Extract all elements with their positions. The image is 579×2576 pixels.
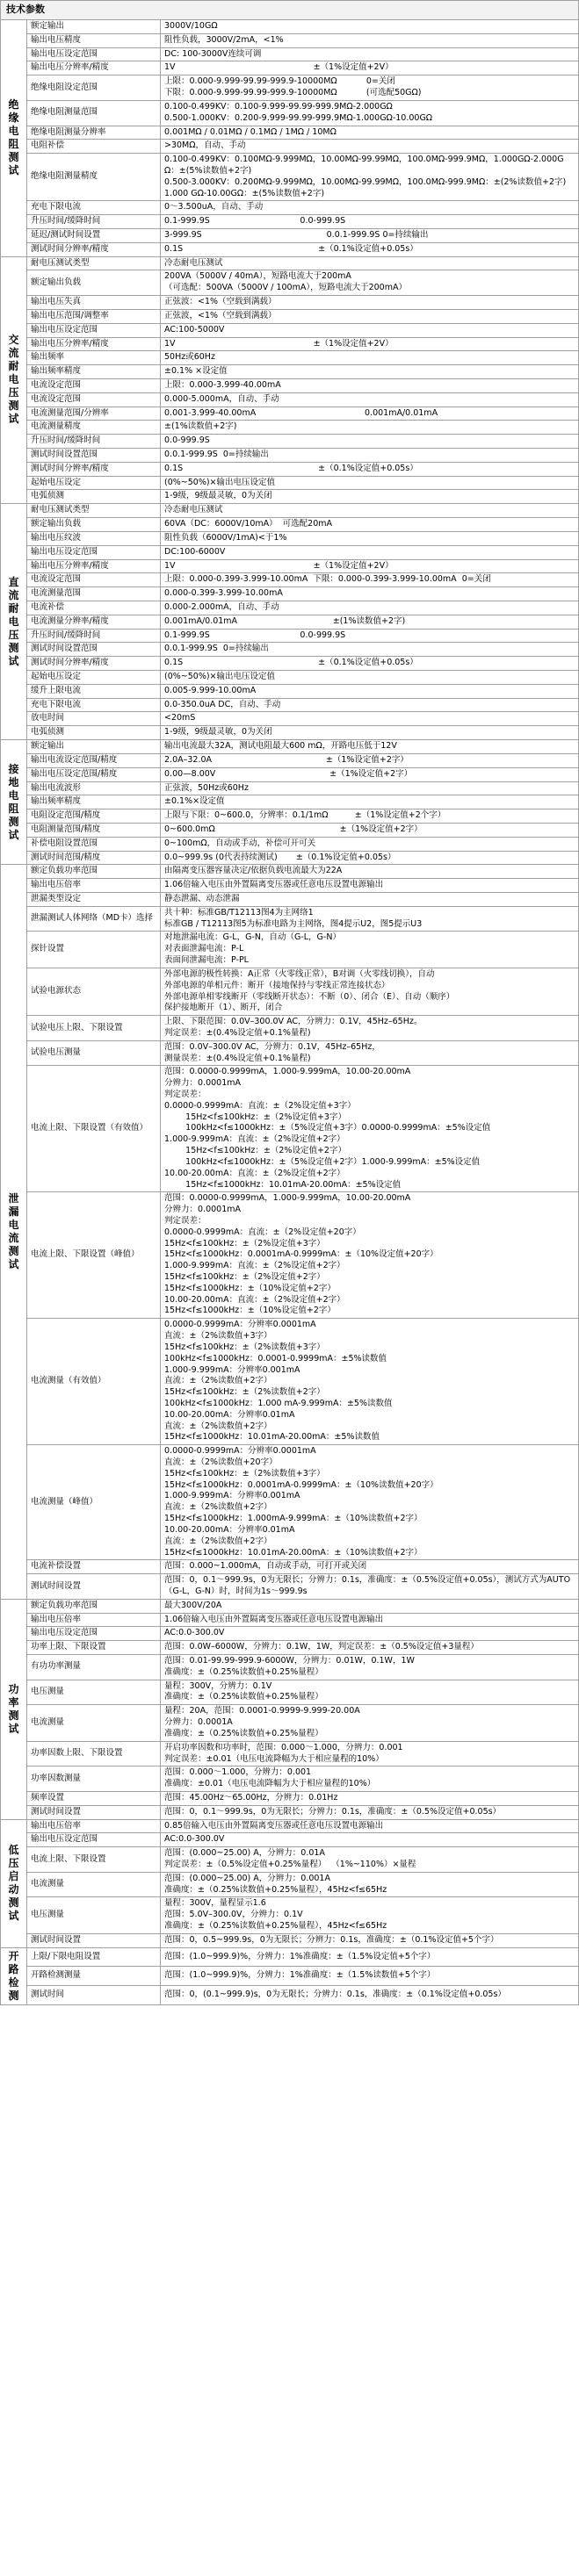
table-row: [1, 809, 579, 824]
table-row: [1, 435, 579, 449]
table-row: [1, 365, 579, 379]
param-label: 电流测量范围: [27, 587, 161, 601]
param-value: 范围：0.0V–300.0V AC，分辨力：0.1V，45Hz–65Hz， 测量误差：±(0.4%设定值+0.1%量程): [161, 1040, 579, 1066]
param-value: 上限：0.000-3.999-40.00mA: [161, 378, 579, 392]
table-row: [1, 1066, 579, 1192]
param-label: 测试时间分辨率/精度: [27, 242, 161, 256]
param-value: 范围：0，(0.1~999.9)s，0为无限长；分辨力：0.1s，准确度：±（0.1%设定值+0.05s）: [161, 1986, 579, 2005]
param-label: 电阻补偿: [27, 140, 161, 154]
param-label: 起始电压设定: [27, 476, 161, 490]
param-value: 范围：(1.0~999.9)%，分辨力：1%准确度：±（1.5%设定值+5个字）: [161, 1947, 579, 1967]
param-value: 2.0A–32.0A ±（1%设定值+2字）: [161, 753, 579, 767]
param-label: 电流测量: [27, 1705, 161, 1741]
table-row: [1, 1847, 579, 1873]
param-label: 输出电压设定范围: [27, 47, 161, 61]
param-label: 试验电压上限、下限设置: [27, 1016, 161, 1041]
param-label: 升压时间/缓降时间: [27, 629, 161, 643]
param-label: 测试时间分辨率/精度: [27, 657, 161, 671]
param-value: <20mS: [161, 712, 579, 726]
param-value: 1V ±（1%设定值+2V）: [161, 559, 579, 573]
param-value: DC:100-6000V: [161, 545, 579, 559]
param-label: 电流测量: [27, 1872, 161, 1897]
table-row: [1, 740, 579, 754]
section-name: 交流耐电压测试: [8, 334, 19, 426]
param-label: 频率设置: [27, 1791, 161, 1805]
table-row: [1, 229, 579, 243]
table-row: [1, 657, 579, 671]
param-value: 0.0.1-999.9S 0=持续输出: [161, 643, 579, 657]
table-row: [1, 545, 579, 559]
table-row: [1, 421, 579, 435]
param-value: AC:0.0-300.0V: [161, 1627, 579, 1641]
table-row: [1, 879, 579, 893]
section-name: 低压启动测试: [8, 1844, 19, 1923]
table-row: [1, 671, 579, 685]
param-value: 0.001mA/0.01mA ±(1%读数值+2字): [161, 615, 579, 629]
table-row: [1, 518, 579, 532]
table-row: [1, 154, 579, 201]
param-label: 测试时间范围/精度: [27, 851, 161, 865]
param-value: 0.1-999.9S 0.0-999.9S: [161, 215, 579, 229]
table-row: [1, 1791, 579, 1805]
table-row: [1, 1986, 579, 2005]
table-row: [1, 1574, 579, 1600]
param-value: 由隔离变压器容量决定/依据负载电流最大为22A: [161, 865, 579, 879]
table-row: [1, 270, 579, 296]
param-label: 升压时间/缓降时间: [27, 215, 161, 229]
param-value: 0.1S ±（0.1%设定值+0.05s）: [161, 462, 579, 476]
param-label: 输出电压设定范围/精度: [27, 767, 161, 781]
param-label: 有功功率测量: [27, 1655, 161, 1680]
table-row: [1, 1641, 579, 1655]
param-value: 阻性负载（6000V/1mA)<于1%: [161, 531, 579, 545]
param-label: 探针设置: [27, 932, 161, 968]
param-value: 范围：0，0.5~999.9s，0为无限长；分辨力：0.1s，准确度：±（0.1%设定值+5个字）: [161, 1933, 579, 1947]
param-value: 范围：0，0.1～999.9s，0为无限长；分辨力：0.1s，准确度：±（0.5%设定值+0.05s）: [161, 1805, 579, 1819]
table-row: [1, 504, 579, 518]
table-row: [1, 1933, 579, 1947]
table-row: [1, 47, 579, 61]
param-value: 对地泄漏电流：G-L，G-N，自动（G-L，G-N） 对表面泄漏电流：P-L 表面间泄漏电流：P-PL: [161, 932, 579, 968]
param-label: 输出电压分辨率/精度: [27, 61, 161, 76]
table-row: [1, 126, 579, 140]
table-row: [1, 100, 579, 126]
param-label: 测试时间设置范围: [27, 643, 161, 657]
param-label: 电流设定范围: [27, 392, 161, 407]
param-value: 0~600.0mΩ ±（1%设定值+2字）: [161, 823, 579, 837]
table-row: [1, 726, 579, 740]
table-row: [1, 449, 579, 463]
param-value: >30MΩ，自动、手动: [161, 140, 579, 154]
param-label: 试验电压测量: [27, 1040, 161, 1066]
param-label: 电流上限、下限设置（有效值）: [27, 1066, 161, 1192]
param-value: 0.100-0.499KV：0.100MΩ-9.999MΩ，10.00MΩ-99.99MΩ，100.0MΩ-999.9MΩ，1.000GΩ-2.000GΩ：±(5%读数值+2字) 0.500-3.000KV：0.200MΩ-9.999MΩ，10.00MΩ-99.99MΩ，100.0MΩ-999.9MΩ：±(2%读数值+2字) 1.000 GΩ-10.00GΩ：±(5%读数值+2字): [161, 154, 579, 201]
table-row: [1, 1599, 579, 1613]
param-label: 测试时间设置: [27, 1805, 161, 1819]
param-label: 功率因数测量: [27, 1767, 161, 1792]
section-label: [1, 740, 27, 865]
table-row: [1, 256, 579, 270]
param-value: 开启功率因数和功率时，范围：0.000～1.000，分辨力：0.001 判定误差：±0.01（电压电流降幅为大于相应量程的10%）: [161, 1741, 579, 1767]
param-value: 0.005-9.999-10.00mA: [161, 684, 579, 698]
param-label: 额定输出负载: [27, 518, 161, 532]
table-row: [1, 323, 579, 337]
table-row: [1, 753, 579, 767]
table-row: [1, 684, 579, 698]
param-label: 电流补偿: [27, 601, 161, 615]
param-label: 输出电压分辨率/精度: [27, 559, 161, 573]
param-value: 1.06倍输入电压由外置隔离变压器或任意电压设置电源输出: [161, 1613, 579, 1627]
param-label: 额定输出: [27, 740, 161, 754]
table-row: [1, 140, 579, 154]
param-label: 输出电压倍率: [27, 1613, 161, 1627]
section-label: [1, 1947, 27, 2004]
param-label: 起始电压设定: [27, 671, 161, 685]
section-label: [1, 1599, 27, 1819]
table-row: [1, 1016, 579, 1041]
spec-table: [0, 19, 579, 2005]
section-label: [1, 20, 27, 257]
table-row: [1, 462, 579, 476]
param-label: 输出电流设定范围/精度: [27, 753, 161, 767]
table-row: [1, 1560, 579, 1574]
table-row: [1, 20, 579, 34]
param-value: 外部电源的极性转换：A正常（火零线正常），B对调（火零线切换），自动 外部电源的单相元件：断开（接地保持与零线正常连接状态） 外部电源单相零线断开（零线断开状态）：不断（0）、闭合（E）、自动（顺序） 保护接地断开（1）、断开，闭合: [161, 968, 579, 1015]
param-value: 范围：0.000～1.000，分辨力：0.001 准确度：±0.01（电压电流降幅为大于相应量程的10%）: [161, 1767, 579, 1792]
table-row: [1, 601, 579, 615]
param-label: 绝缘电阻测量分辨率: [27, 126, 161, 140]
param-value: 阻性负载，3000V/2mA，<1%: [161, 33, 579, 47]
table-row: [1, 573, 579, 587]
param-value: 输出电流最大32A，测试电阻最大600 mΩ，开路电压低于12V: [161, 740, 579, 754]
param-value: 0～3.500uA，自动、手动: [161, 201, 579, 215]
table-row: [1, 893, 579, 907]
param-label: 功率因数上限、下限设置: [27, 1741, 161, 1767]
section-name: 开路检测: [8, 1949, 19, 2002]
param-value: 范围：(0.000~25.00) A，分辨力：0.001A 准确度：±（0.25%读数值+0.25%量程），45Hz<f≤65Hz: [161, 1872, 579, 1897]
table-row: [1, 407, 579, 421]
param-label: 放电时间: [27, 712, 161, 726]
param-value: 1-9级，9级最灵敏，0为关闭: [161, 726, 579, 740]
param-label: 耐电压测试类型: [27, 504, 161, 518]
table-row: [1, 1741, 579, 1767]
param-label: 电流测量（有效值）: [27, 1319, 161, 1445]
table-row: [1, 296, 579, 310]
param-label: 电流测量（峰值）: [27, 1445, 161, 1560]
param-label: 输出电压设定范围: [27, 545, 161, 559]
param-label: 测试时间设置: [27, 1574, 161, 1600]
param-value: 1V ±（1%设定值+2V）: [161, 61, 579, 76]
param-value: AC:100-5000V: [161, 323, 579, 337]
param-label: 输出电压范围/调整率: [27, 309, 161, 323]
param-value: 0.100-0.499KV：0.100-9.999-99.99-999.9MΩ-2.000GΩ 0.500-1.000KV：0.200-9.999-99.99-999.9MΩ-1.000GΩ-10.00GΩ: [161, 100, 579, 126]
param-value: 0.1-999.9S 0.0-999.9S: [161, 629, 579, 643]
param-value: 上限、下限范围：0.0V–300.0V AC，分辨力：0.1V，45Hz–65Hz。 判定误差：±(0.4%设定值+0.1%量程): [161, 1016, 579, 1041]
param-label: 电阻测量范围/精度: [27, 823, 161, 837]
table-row: [1, 906, 579, 932]
table-row: [1, 531, 579, 545]
table-row: [1, 865, 579, 879]
param-label: 功率上限、下限设置: [27, 1641, 161, 1655]
param-label: 电压测量: [27, 1680, 161, 1705]
param-label: 额定输出负载: [27, 270, 161, 296]
param-label: 输出频率精度: [27, 795, 161, 809]
param-value: 0~100mΩ，自动或手动，补偿可开可关: [161, 837, 579, 851]
param-value: 正弦波，50Hz或60Hz: [161, 781, 579, 795]
table-row: [1, 1613, 579, 1627]
param-label: 电流测量精度: [27, 421, 161, 435]
param-value: 范围：0.0W–6000W，分辨力：0.1W，1W，判定误差：±（0.5%设定值+3量程）: [161, 1641, 579, 1655]
param-label: 绝缘电阻测量精度: [27, 154, 161, 201]
param-value: 1V ±（1%设定值+2V）: [161, 337, 579, 351]
param-value: 0.1S ±（0.1%设定值+0.05s）: [161, 242, 579, 256]
param-value: 0.1S ±（0.1%设定值+0.05s）: [161, 657, 579, 671]
table-row: [1, 1833, 579, 1847]
param-label: 延迟/测试时间设置: [27, 229, 161, 243]
param-value: 1.06倍输入电压由外置隔离变压器或任意电压设置电源输出: [161, 879, 579, 893]
param-label: 测试时间分辨率/精度: [27, 462, 161, 476]
table-row: [1, 643, 579, 657]
table-row: [1, 767, 579, 781]
param-value: 正弦波：<1%（空载到满载）: [161, 296, 579, 310]
section-label: [1, 865, 27, 1599]
param-value: ±0.1% ×设定值: [161, 365, 579, 379]
section-name: 泄漏电流测试: [8, 1192, 19, 1271]
param-value: 50Hz或60Hz: [161, 351, 579, 365]
param-label: 电压测量: [27, 1897, 161, 1933]
table-row: [1, 1705, 579, 1741]
param-label: 上限/下限电阻设置: [27, 1947, 161, 1967]
param-label: 泄漏测试人体网络（MD卡）选择: [27, 906, 161, 932]
param-label: 额定输出: [27, 20, 161, 34]
param-label: 试验电源状态: [27, 968, 161, 1015]
table-row: [1, 1872, 579, 1897]
page-title: 技术参数: [0, 0, 579, 19]
param-value: 上限：0.000-9.999-99.99-999.9-10000MΩ 0=关闭 下限：0.000-9.999-99.99-999.9-10000MΩ (可选配50GΩ): [161, 76, 579, 101]
param-value: 0.000-5.000mA，自动、手动: [161, 392, 579, 407]
param-value: 0.0-999.9S: [161, 435, 579, 449]
param-label: 电流测量范围/分辨率: [27, 407, 161, 421]
param-label: 输出电压倍率: [27, 879, 161, 893]
param-value: 最大300V/20A: [161, 1599, 579, 1613]
param-value: 0.0.1-999.9S 0=持续输出: [161, 449, 579, 463]
param-label: 额定负载功率范围: [27, 865, 161, 879]
section-name: 直流耐电压测试: [8, 575, 19, 667]
param-label: 电流上限、下限设置: [27, 1847, 161, 1873]
param-value: 冷态耐电压测试: [161, 256, 579, 270]
param-label: 升压时间/缓降时间: [27, 435, 161, 449]
param-label: 测试时间设置范围: [27, 449, 161, 463]
table-row: [1, 1680, 579, 1705]
param-label: 电阻设定范围/精度: [27, 809, 161, 824]
table-row: [1, 851, 579, 865]
table-row: [1, 1040, 579, 1066]
param-value: ±0.1%×设定值: [161, 795, 579, 809]
param-label: 泄漏类型设定: [27, 893, 161, 907]
param-label: 输出电压设定范围: [27, 323, 161, 337]
param-value: 0.0000-0.9999mA：分辨率0.0001mA 直流：±（2%读数值+3字） 15Hz<f≤100kHz：±（2%读数值+3字） 100kHz<f≤1000kHz：0.0001-0.9999mA：±5%读数值 1.000-9.999mA：分辨率0.001mA 直流：±（2%读数值+2字） 15Hz<f≤100kHz：±（2%读数值+2字） 100kHz<f≤1000kHz：1.000 mA-9.999mA：±5%读数值 10.00-20.00mA：分辨率0.01mA 直流：±（2%读数值+2字） 15Hz<f≤1000kHz：10.01mA-20.00mA：±5%读数值: [161, 1319, 579, 1445]
param-value: AC:0.0-300.0V: [161, 1833, 579, 1847]
param-value: 3000V/10GΩ: [161, 20, 579, 34]
param-value: 0.00—8.00V ±（1%设定值+2字）: [161, 767, 579, 781]
table-row: [1, 1655, 579, 1680]
table-row: [1, 932, 579, 968]
table-row: [1, 1805, 579, 1819]
table-row: [1, 712, 579, 726]
table-row: [1, 1947, 579, 1967]
table-row: [1, 698, 579, 712]
param-value: 0.85倍输入电压由外置隔离变压器或任意电压设置电源输出: [161, 1819, 579, 1833]
param-label: 输出电流波形: [27, 781, 161, 795]
table-row: [1, 1445, 579, 1560]
param-label: 充电下限电流: [27, 698, 161, 712]
param-value: 静态泄漏、动态泄漏: [161, 893, 579, 907]
param-label: 绝缘电阻测量范围: [27, 100, 161, 126]
param-label: 电弧侦测: [27, 726, 161, 740]
table-row: [1, 337, 579, 351]
param-label: 输出电压设定范围: [27, 1833, 161, 1847]
param-value: DC: 100-3000V连续可调: [161, 47, 579, 61]
param-label: 电弧侦测: [27, 490, 161, 504]
param-label: 输出电压设定范围: [27, 1627, 161, 1641]
param-value: 0.001MΩ / 0.01MΩ / 0.1MΩ / 1MΩ / 10MΩ: [161, 126, 579, 140]
param-value: 范围：0.000~1.000mA，自动或手动，可打开或关闭: [161, 1560, 579, 1574]
table-row: [1, 615, 579, 629]
table-row: [1, 309, 579, 323]
table-row: [1, 1319, 579, 1445]
param-label: 输出频率精度: [27, 365, 161, 379]
param-label: 耐电压测试类型: [27, 256, 161, 270]
param-value: 0.0~999.9s (0代表持续测试) ±（0.1%设定值+0.05s）: [161, 851, 579, 865]
table-row: [1, 559, 579, 573]
table-row: [1, 76, 579, 101]
table-row: [1, 201, 579, 215]
param-value: 0.000-0.399-3.999-10.00mA: [161, 587, 579, 601]
param-label: 开路检测测量: [27, 1967, 161, 1986]
param-value: 上限：0.000-0.399-3.999-10.00mA 下限：0.000-0.399-3.999-10.00mA 0=关闭: [161, 573, 579, 587]
param-value: 0.0000-0.9999mA：分辨率0.0001mA 直流：±（2%读数值+20字） 15Hz<f≤100kHz：±（2%读数值+3字） 15Hz<f≤1000kHz：0.0001mA-0.9999mA：±（10%读数值+20字） 1.000-9.999mA：分辨率0.001mA 直流：±（2%读数值+2字） 15Hz<f≤1000kHz：1.000mA-9.999mA：±（10%读数值+2字） 10.00-20.00mA：分辨率0.01mA 直流：±（2%读数值+2字） 15Hz<f≤1000kHz：10.01mA-20.00mA：±（10%读数值+2字）: [161, 1445, 579, 1560]
table-row: [1, 1967, 579, 1986]
table-row: [1, 351, 579, 365]
table-row: [1, 476, 579, 490]
param-value: 量程：300V，量程显示1.6 范围：5.0V–300.0V，分辨力：0.1V 准确度：±（0.25%读数值+0.25%量程），45Hz<f≤65Hz: [161, 1897, 579, 1933]
param-value: 范围：0.0000-0.9999mA，1.000-9.999mA，10.00-20.00mA 分辨力：0.0001mA 判定误差： 0.0000-0.9999mA：直流：±（2%设定值+20字） 15Hz<f≤100kHz：±（2%设定值+3字） 15Hz<f≤1000kHz：0.0001mA-0.9999mA：±（10%设定值+20字） 1.000-9.999mA：直流：±（2%设定值+2字） 15Hz<f≤100kHz：±（2%设定值+2字） 15Hz<f≤1000kHz：±（10%设定值+2字） 10.00-20.00mA：直流：±（2%设定值+2字） 15Hz<f≤1000kHz：±（10%设定值+2字）: [161, 1192, 579, 1319]
section-label: [1, 504, 27, 740]
param-value: 范围：(0.000~25.00) A，分辨力：0.01A 判定误差：±（0.5%设定值+0.25%量程） （1%~110%）×量程: [161, 1847, 579, 1873]
table-row: [1, 33, 579, 47]
param-label: 缓升上限电流: [27, 684, 161, 698]
table-row: [1, 781, 579, 795]
param-value: 0.0-350.0uA DC，自动、手动: [161, 698, 579, 712]
param-value: 范围：45.00Hz～65.00Hz，分辨力：0.01Hz: [161, 1791, 579, 1805]
table-row: [1, 1897, 579, 1933]
param-value: 正弦波，<1%（空载到满载）: [161, 309, 579, 323]
param-value: 0.001-3.999-40.00mA 0.001mA/0.01mA: [161, 407, 579, 421]
param-label: 输出频率: [27, 351, 161, 365]
param-label: 充电下限电流: [27, 201, 161, 215]
table-row: [1, 587, 579, 601]
param-label: 输出电压倍率: [27, 1819, 161, 1833]
param-label: 输出电压分辨率/精度: [27, 337, 161, 351]
section-label: [1, 256, 27, 504]
param-value: 3-999.9S 0.0.1-999.9S 0=持续输出: [161, 229, 579, 243]
table-row: [1, 215, 579, 229]
section-label: [1, 1819, 27, 1947]
param-value: 量程：300V，分辨力：0.1V 准确度：±（0.25%读数值+0.25%量程）: [161, 1680, 579, 1705]
param-value: 冷态耐电压测试: [161, 504, 579, 518]
param-label: 输出电压精度: [27, 33, 161, 47]
param-value: 范围：0，0.1～999.9s，0为无限长；分辨力：0.1s，准确度：±（0.5%设定值+0.05s），测试方式为AUTO（G-L，G-N）时，时间为1s～999.9s: [161, 1574, 579, 1600]
param-label: 电流测量分辨率/精度: [27, 615, 161, 629]
section-name: 功率测试: [8, 1682, 19, 1735]
param-value: (0%~50%)×输出电压设定值: [161, 671, 579, 685]
param-value: 范围：0.0000-0.9999mA，1.000-9.999mA，10.00-20.00mA 分辨力：0.0001mA 判定误差： 0.0000-0.9999mA：直流：±（2%设定值+3字） 15Hz<f≤100kHz：±（2%设定值+3字） 100kHz<f≤1000kHz：±（5%设定值+3字）0.0000-0.9999mA：±5%设定值 1.000-9.999mA：直流：±（2%设定值+2字） 15Hz<f≤100kHz：±（2%设定值+2字） 100kHz<f≤1000kHz：±（5%设定值+2字）1.000-9.999mA：±5%设定值 10.00-20.00mA：直流：±（2%设定值+2字） 15Hz<f≤1000kHz：10.01mA-20.00mA：±5%设定值: [161, 1066, 579, 1192]
param-value: 1-9级，9级最灵敏，0为关闭: [161, 490, 579, 504]
param-label: 测试时间: [27, 1986, 161, 2005]
table-row: [1, 392, 579, 407]
table-row: [1, 378, 579, 392]
param-value: 60VA（DC：6000V/10mA） 可选配20mA: [161, 518, 579, 532]
param-value: (0%~50%)×输出电压设定值: [161, 476, 579, 490]
param-value: ±(1%读数值+2字): [161, 421, 579, 435]
param-label: 电流补偿设置: [27, 1560, 161, 1574]
param-label: 额定负载功率范围: [27, 1599, 161, 1613]
param-value: 0.000-2.000mA，自动、手动: [161, 601, 579, 615]
param-label: 绝缘电阻设定范围: [27, 76, 161, 101]
param-value: 范围：0.01-99.99-999.9-6000W，分辨力：0.01W，0.1W，1W 准确度：±（0.25%读数值+0.25%量程）: [161, 1655, 579, 1680]
table-row: [1, 61, 579, 76]
table-row: [1, 242, 579, 256]
table-row: [1, 1192, 579, 1319]
table-row: [1, 1627, 579, 1641]
param-label: 电流设定范围: [27, 378, 161, 392]
section-name: 绝缘电阻测试: [8, 98, 19, 177]
param-value: 200VA（5000V / 40mA），短路电流大于200mA （可选配：500VA（5000V / 100mA），短路电流大于200mA）: [161, 270, 579, 296]
table-row: [1, 968, 579, 1015]
table-row: [1, 823, 579, 837]
param-label: 电流设定范围: [27, 573, 161, 587]
table-row: [1, 629, 579, 643]
param-label: 电流上限、下限设置（峰值）: [27, 1192, 161, 1319]
table-row: [1, 837, 579, 851]
param-label: 测试时间设置: [27, 1933, 161, 1947]
param-label: 输出电压纹波: [27, 531, 161, 545]
param-label: 输出电压失真: [27, 296, 161, 310]
table-row: [1, 1767, 579, 1792]
param-label: 补偿电阻设置范围: [27, 837, 161, 851]
param-value: 共十种：标准GB/T12113图4为主网络1 标准GB / T12113图5为标准电路为主网络，图4提示U2，图5提示U3: [161, 906, 579, 932]
table-row: [1, 795, 579, 809]
table-row: [1, 1819, 579, 1833]
table-row: [1, 490, 579, 504]
section-name: 接地电阻测试: [8, 762, 19, 841]
param-value: 量程：20A，范围：0.0001-0.9999-9.999-20.00A 分辨力：0.0001A 准确度：±（0.25%读数值+0.25%量程）: [161, 1705, 579, 1741]
param-value: 上限与下限：0~600.0，分辨率：0.1/1mΩ ±（1%设定值+2个字）: [161, 809, 579, 824]
param-value: 范围：(1.0~999.9)%，分辨力：1%准确度：±（1.5%读数值+5个字）: [161, 1967, 579, 1986]
